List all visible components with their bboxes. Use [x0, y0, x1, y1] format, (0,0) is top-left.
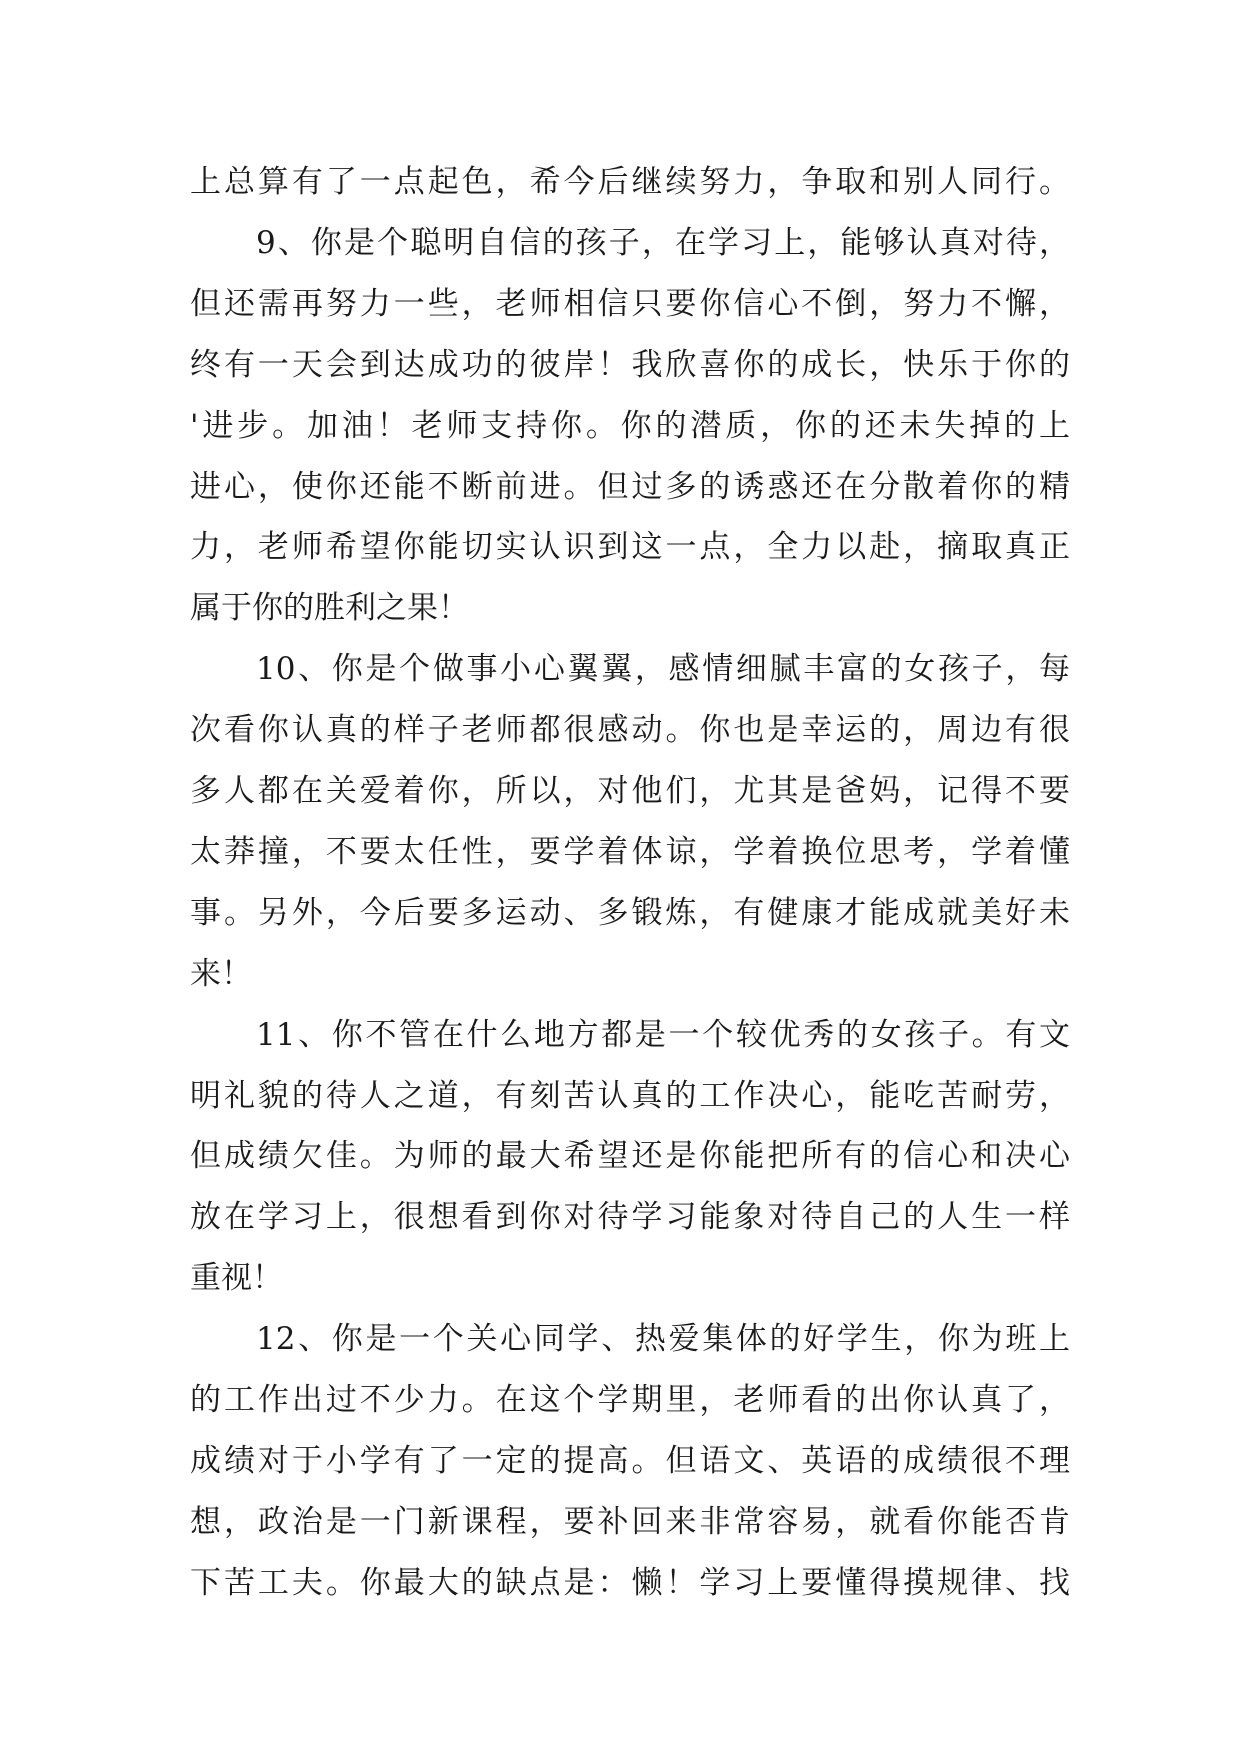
- text-line: 次看你认真的样子老师都很感动。你也是幸运的，周边有很: [190, 712, 1070, 749]
- text-line: 但还需再努力一些，老师相信只要你信心不倒，努力不懈，: [190, 285, 1070, 322]
- text-line: 12、你是一个关心同学、热爱集体的好学生，你为班上: [256, 1321, 1070, 1358]
- text-line: 放在学习上，很想看到你对待学习能象对待自己的人生一样: [190, 1199, 1070, 1236]
- text-line: 事。另外，今后要多运动、多锻炼，有健康才能成就美好未: [190, 894, 1070, 931]
- text-line: '进步。加油！老师支持你。你的潜质，你的还未失掉的上: [190, 407, 1070, 444]
- text-line: 属于你的胜利之果！: [190, 590, 469, 627]
- text-line: 但成绩欠佳。为师的最大希望还是你能把所有的信心和决心: [190, 1138, 1070, 1175]
- text-line: 太莽撞，不要太任性，要学着体谅，学着换位思考，学着懂: [190, 833, 1070, 870]
- text-line: 的工作出过不少力。在这个学期里，老师看的出你认真了，: [190, 1382, 1070, 1418]
- text-line: 力，老师希望你能切实认识到这一点，全力以赴，摘取真正: [190, 529, 1070, 566]
- text-line: 进心，使你还能不断前进。但过多的诱惑还在分散着你的精: [190, 468, 1070, 505]
- text-line: 多人都在关爱着你，所以，对他们，尤其是爸妈，记得不要: [190, 773, 1070, 809]
- text-line: 来！: [190, 955, 252, 992]
- text-line: 明礼貌的待人之道，有刻苦认真的工作决心，能吃苦耐劳，: [190, 1077, 1070, 1114]
- text-line: 想，政治是一门新课程，要补回来非常容易，就看你能否肯: [190, 1503, 1070, 1540]
- text-line: 重视！: [190, 1260, 283, 1297]
- text-line: 11、你不管在什么地方都是一个较优秀的女孩子。有文: [256, 1016, 1070, 1053]
- text-line: 9、你是个聪明自信的孩子，在学习上，能够认真对待，: [256, 224, 1070, 261]
- text-line: 下苦工夫。你最大的缺点是：懒！学习上要懂得摸规律、找: [190, 1564, 1070, 1601]
- text-line: 上总算有了一点起色，希今后继续努力，争取和别人同行。: [190, 164, 1070, 200]
- text-line: 成绩对于小学有了一定的提高。但语文、英语的成绩很不理: [190, 1442, 1070, 1479]
- text-line: 10、你是个做事小心翼翼，感情细腻丰富的女孩子，每: [256, 651, 1070, 688]
- text-line: 终有一天会到达成功的彼岸！我欣喜你的成长，快乐于你的: [190, 346, 1070, 383]
